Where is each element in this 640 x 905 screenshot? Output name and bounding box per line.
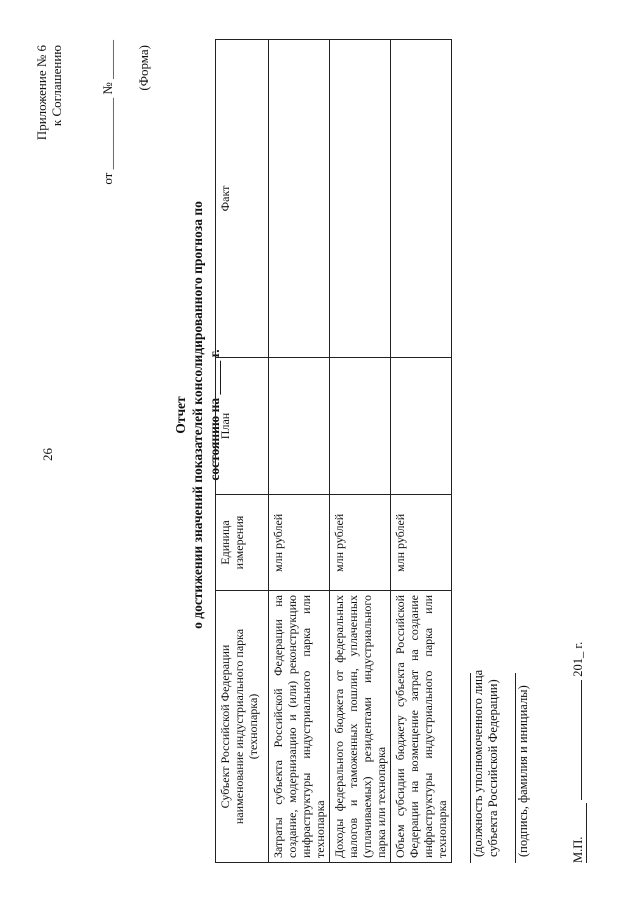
row-unit: млн рублей xyxy=(330,495,391,591)
row-fact xyxy=(269,39,330,357)
header-subject xyxy=(216,591,269,863)
stamp-date-block xyxy=(570,642,587,863)
row-fact xyxy=(330,39,391,357)
row-plan xyxy=(391,358,452,495)
agreement-date-line: от ___________ № ______ xyxy=(100,40,115,185)
header-plan: План xyxy=(216,358,269,495)
date-underline xyxy=(570,680,582,800)
row-description: Объем субсидии бюджету субъекта Российской Федерации на возмещение затрат на создание инфраструктуры индустриального парка или технопарка xyxy=(391,591,452,863)
row-unit: млн рублей xyxy=(269,495,330,591)
report-table xyxy=(215,39,452,863)
appendix-header xyxy=(34,45,64,205)
report-title-line2: о достижении значений показателей консолидированного прогноза по состоянию на _____ г. xyxy=(190,201,222,629)
table-row xyxy=(330,39,391,862)
header-unit: Единица измерения xyxy=(216,495,269,591)
header-park-name-label: наименование индустриального парка (технопарка) xyxy=(232,628,260,825)
header-fact: Факт xyxy=(216,39,269,357)
row-description: Затраты субъекта Российской Федерации на создание, модернизацию и (или) реконструкцию инфраструктуры индустриального парка или технопарка xyxy=(269,591,330,863)
row-plan xyxy=(330,358,391,495)
table-row xyxy=(269,39,330,862)
row-unit: млн рублей xyxy=(391,495,452,591)
table-header-row xyxy=(216,39,269,862)
report-title-line1: Отчет xyxy=(173,396,188,434)
table-row xyxy=(391,39,452,862)
date-year: 201_ г. xyxy=(571,641,585,677)
stamp-label: М.П. xyxy=(571,803,587,863)
appendix-title: Приложение № 6 xyxy=(34,45,49,141)
position-caption: (должность уполномоченного лица субъекта Российской Федерации) xyxy=(471,669,500,857)
row-plan xyxy=(269,358,330,495)
appendix-subtitle: к Соглашению xyxy=(49,45,64,127)
form-label: (Форма) xyxy=(136,45,151,91)
page-number: 26 xyxy=(40,448,55,461)
name-caption: (подпись, фамилия и инициалы) xyxy=(516,685,530,857)
signature-block xyxy=(470,443,531,863)
row-fact xyxy=(391,39,452,357)
row-description: Доходы федерального бюджета от федеральных налогов и таможенных пошлин, уплаченных (уплачиваемых) резидентами индустриального парка или технопарка xyxy=(330,591,391,863)
header-subject-label: Субъект Российской Федерации xyxy=(218,644,232,809)
